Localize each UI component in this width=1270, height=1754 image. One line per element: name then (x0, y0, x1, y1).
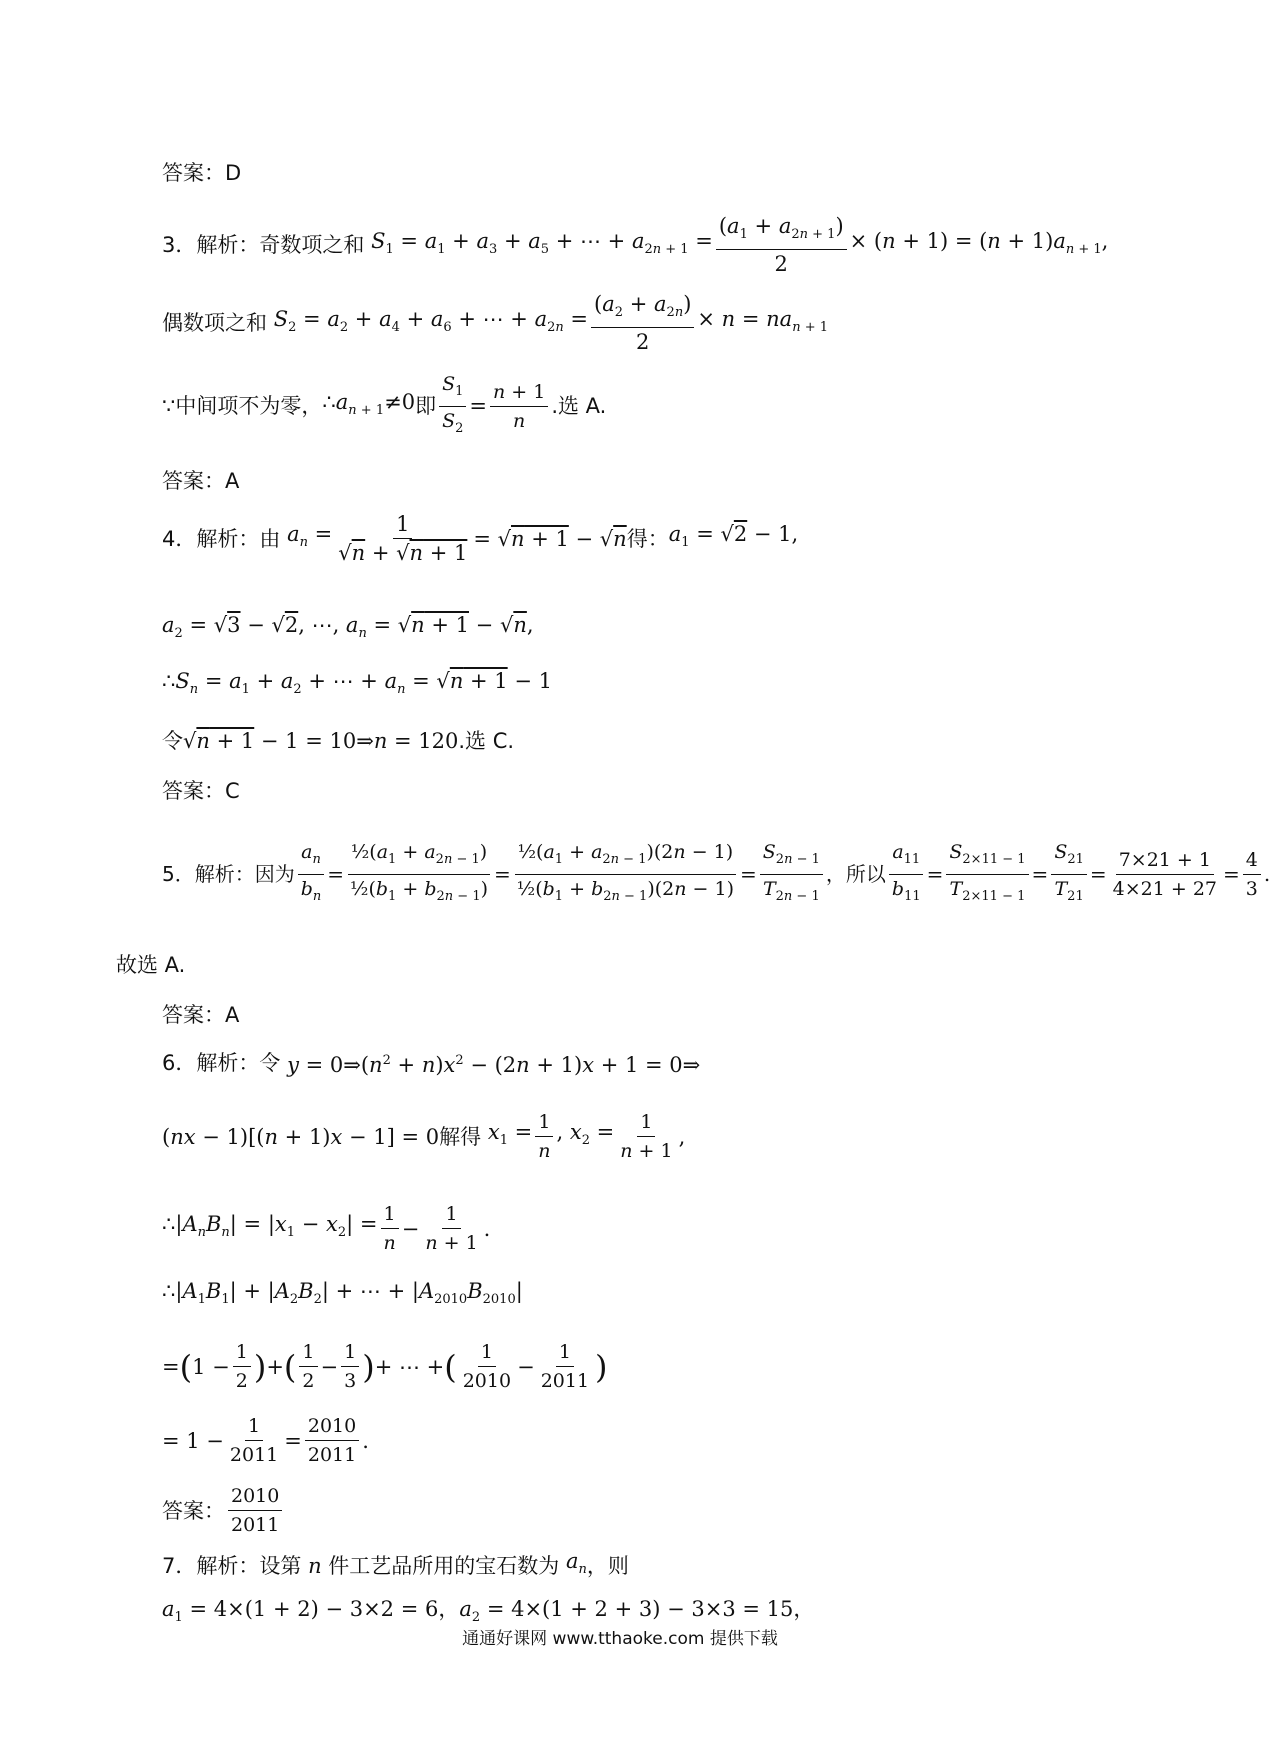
q6-line6: = 1 − $\frac{1}{2011}$ = $\frac{2010}{2011}$ . (162, 1412, 369, 1469)
answer-6-den: 2011 (231, 1514, 280, 1536)
q4-line1: 4．解析：由 $a_n$ = $\frac{1}{√n + √n + 1}$ = √n + 1 − √n 得： $a_1 = √2 - 1$, (162, 512, 799, 565)
q3-line3: ∵中间项不为零， $\therefore a_{n + 1}\ne 0$ 即 $\frac{S_1}{S_2}$ = $\frac{n + 1}{n}$ .选 A. (162, 370, 606, 443)
answer-4: 答案：C (162, 779, 240, 803)
answer-6 (162, 1482, 285, 1539)
q7-line2: $a_1 = 4\times(1 + 2) - 3\times 2 = 6$，$a_2 = 4\times(1 + 2 + 3) - 3\times 3 = 15$， (162, 1597, 815, 1626)
q6-line4: $\therefore|A_1B_1| + |A_2B_2|$ + ⋯ + $|A_{2010}B_{2010}|$ (162, 1279, 523, 1308)
q4-let: 令 (162, 729, 183, 753)
page-footer: 通通好课网 www.tthaoke.com 提供下载 (462, 1629, 778, 1649)
q3-since: ∵中间项不为零， (162, 394, 323, 419)
q4-line2: $a_2 = √3 - √2$, ⋯, $a_n = √n + 1 - √n$, (162, 613, 534, 642)
q4-choose: .选 C. (458, 729, 515, 753)
answer-6-prefix: 答案： (162, 1498, 225, 1523)
q6-line1: 6．解析：令 $y = 0\Rightarrow(n^2 + n)x^2 - (2n + 1)x + 1$ = 0⇒ (162, 1046, 700, 1080)
q4-get: 得： (626, 526, 669, 551)
q7-rest: 件工艺品所用的宝石数为 (328, 1553, 560, 1578)
answer-5: 答案：A (162, 1003, 240, 1027)
q4-intro: 4．解析：由 (162, 526, 281, 551)
q4-line4: 令 √n + 1 − 1 = 10⇒n = 120 .选 C. (162, 726, 514, 756)
q7-line1: 7．解析：设第 n 件工艺品所用的宝石数为 $a_n$ ，则 (162, 1546, 629, 1585)
q3-choose: .选 A. (551, 394, 607, 419)
q5-line1: 5．解析：因为 $\frac{a_n}{b_n}$ = $\frac{\frac{1}{2}(a_1 + a_{2n - 1})}{\frac{1}{2}(b_1 + b_{2n - 1})}$ = $\frac{\frac{1}{2}(a_1 + a_{2n - 1})(2n - 1)}{\frac{1}{2}(b_1 + b_{2n - 1})(2n - 1)}$ = $\frac{S_{2n - 1}}{T_{2n - 1}}$ ，所以 $\frac{a_{11}}{b_{11}}$ = $\frac{S_{2\times 11 - 1}}{T_{2\times 11 - 1}}$ = $\frac{S_{21}}{T_{21}}$ = $\frac{7\times 21 + 1}{4\times 21 + 27}$ = $\frac{4}{3}$ . (162, 838, 1270, 911)
q4-line3: $\therefore S_n = a_1 + a_2$ + ⋯ + $a_n = √n + 1 - 1$ (162, 669, 552, 698)
q3-even: 偶数项之和 (162, 311, 267, 336)
answer-3: 答案：A (162, 469, 240, 493)
answer-6-num: 2010 (228, 1482, 282, 1511)
q6-line2: (nx − 1)[(n + 1)x − 1] = 0 解得 $x_1$ = $\frac{1}{n}$ , $x_2$ = $\frac{1}{n + 1}$ , (162, 1108, 685, 1165)
q3-line2: 偶数项之和 $S_2 = a_2 + a_4 + a_6$ + ⋯ + $a_{2n}$ = $\frac{(a_2 + a_{2n})}{2}$ × $n = na_{n + 1}$ (162, 292, 829, 355)
q3-then: 即 (415, 394, 437, 419)
q3-intro: 3．解析：奇数项之和 (162, 233, 365, 258)
q7-intro: 7．解析：设第 (162, 1553, 302, 1578)
q6-line5: = ( 1 − $\frac{1}{2}$ ) + ( $\frac{1}{2}$ − $\frac{1}{3}$ ) + ⋯ + ( $\frac{1}{2010}$ − $\frac{1}{2011}$ ) (162, 1338, 608, 1395)
q6-intro: 6．解析：令 (162, 1051, 281, 1075)
answer-2: 答案：D (162, 161, 242, 185)
q3-line1: 3．解析：奇数项之和 $S_1 = a_1 + a_3 + a_5$ + ⋯ + $a_{2n + 1}$ = $\frac{(a_1 + a_{2n + 1})}{2}$ × $(n + 1) = (n + 1)a_{n + 1}$, (162, 214, 1109, 277)
q6-solve: 解得 (439, 1124, 482, 1149)
q5-choose: 故选 A. (116, 953, 186, 977)
q6-line3: $\therefore|A_nB_n| = |x_1 - x_2|$ = $\frac{1}{n}$ − $\frac{1}{n + 1}$ . (162, 1200, 490, 1257)
q5-intro: 5．解析：因为 (162, 862, 295, 887)
q5-so: ，所以 (825, 862, 886, 887)
q7-then: ，则 (586, 1553, 629, 1578)
